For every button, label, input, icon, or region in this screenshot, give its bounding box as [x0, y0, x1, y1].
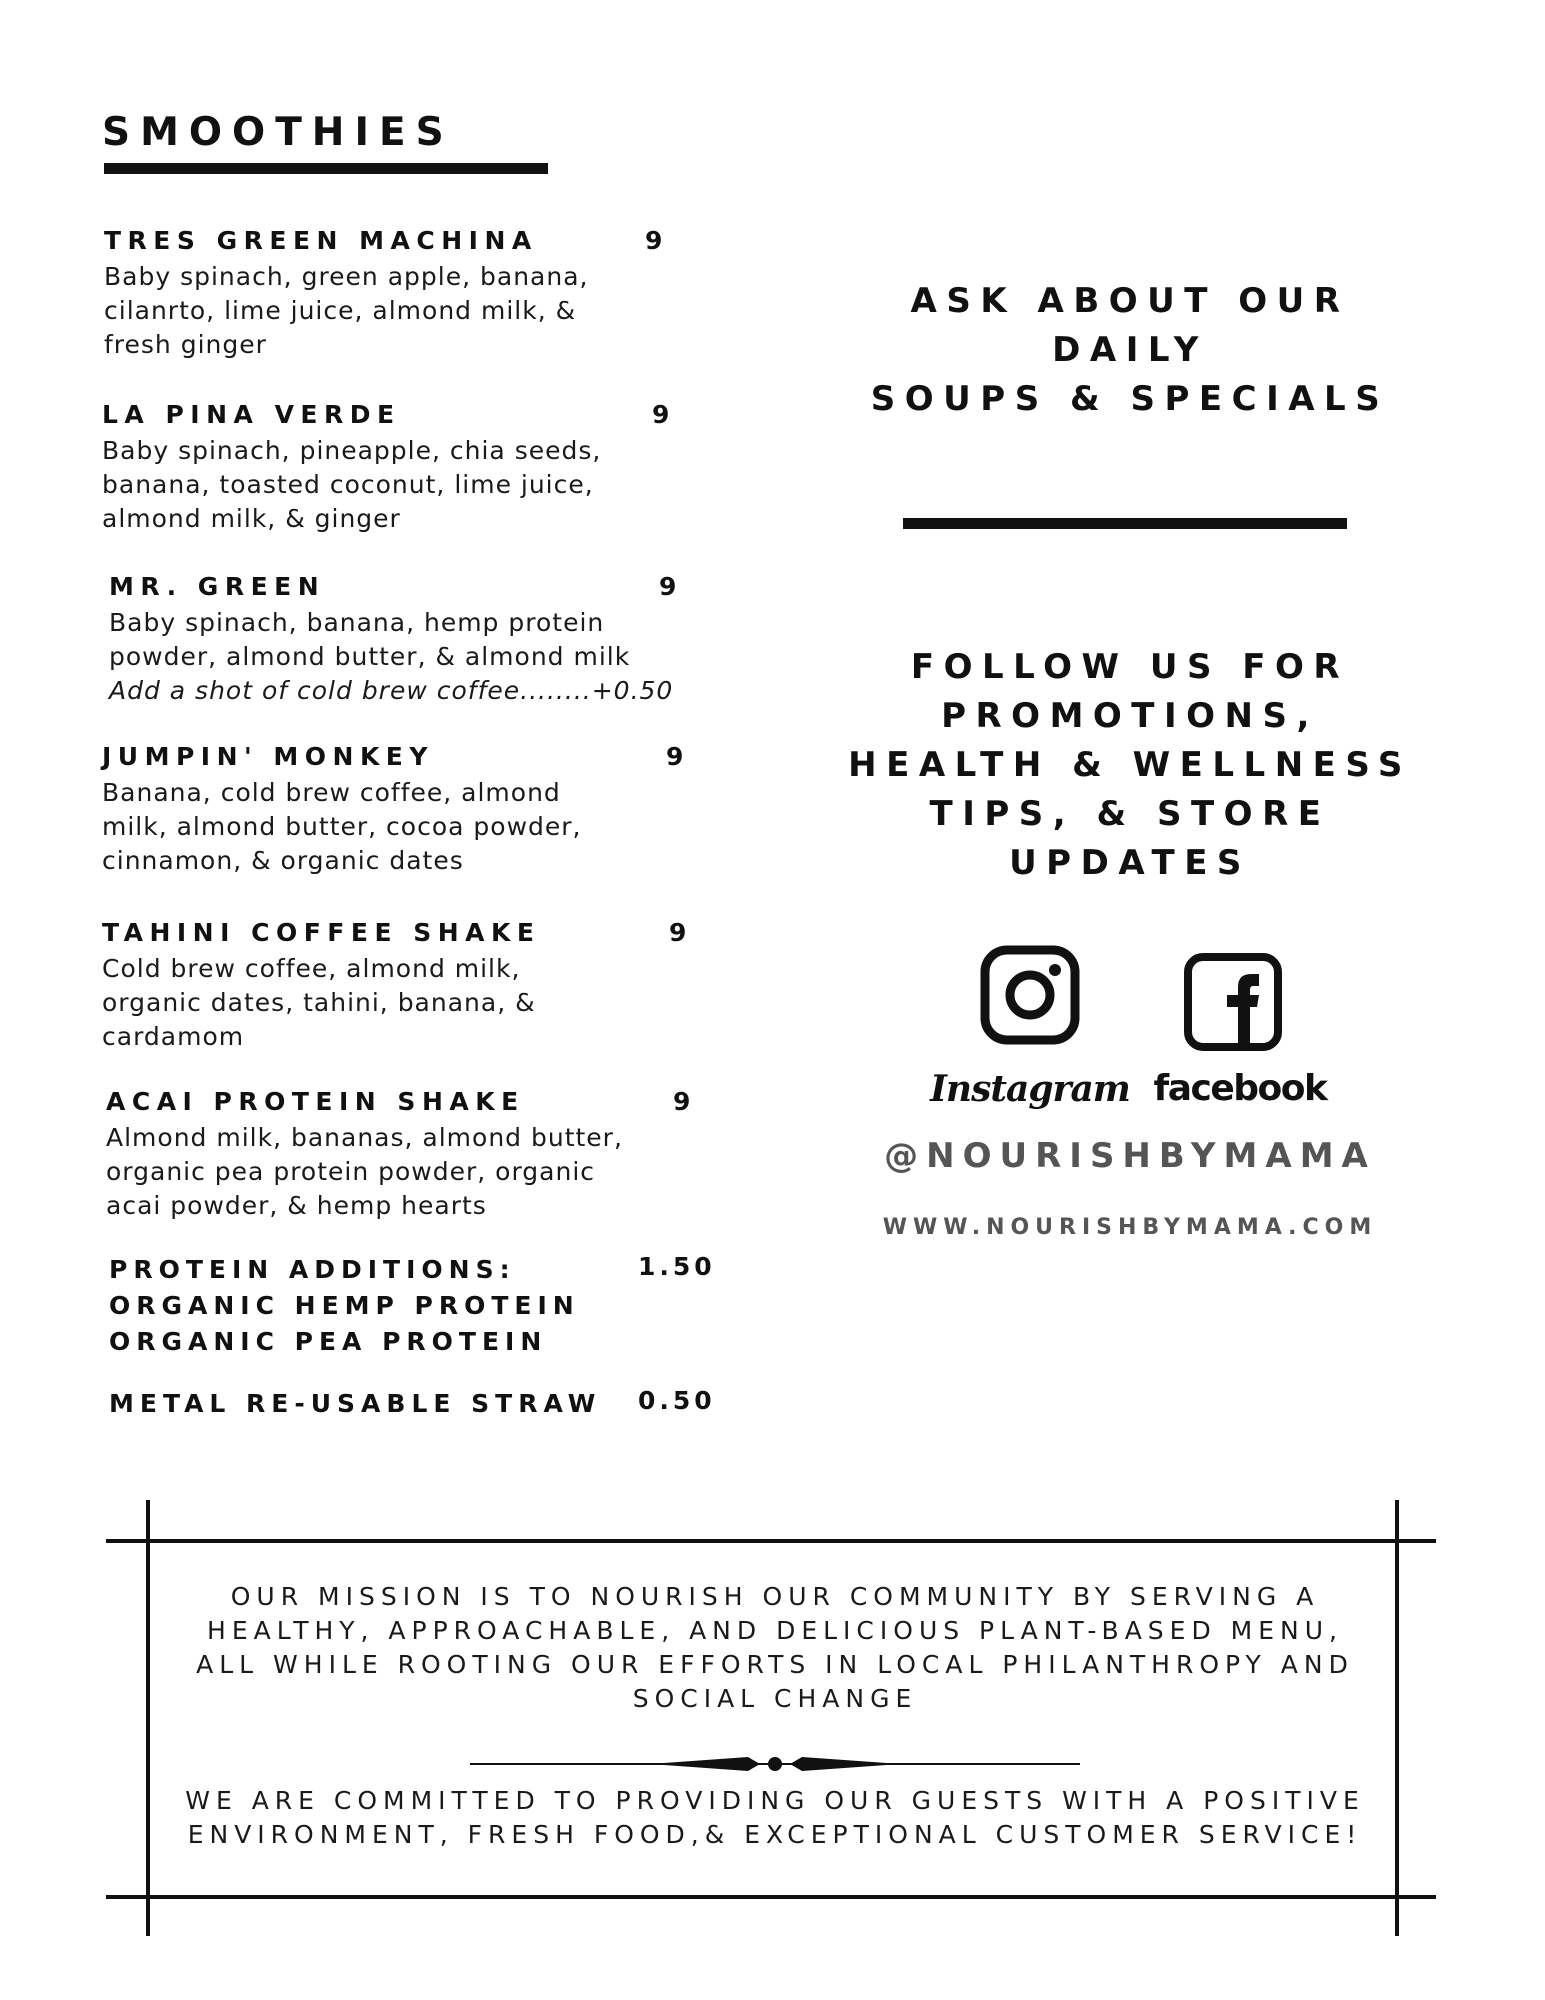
menu-item — [102, 918, 802, 1054]
instagram-label[interactable]: Instagram — [930, 1068, 1130, 1110]
social-handle[interactable]: @NOURISHBYMAMA — [884, 1136, 1376, 1176]
menu-item — [102, 400, 802, 536]
right-divider — [903, 518, 1347, 529]
menu-item — [106, 1087, 806, 1223]
item-price: 9 — [652, 400, 670, 429]
item-description-line: Banana, cold brew coffee, almond — [102, 778, 561, 807]
item-description-line: banana, toasted coconut, lime juice, — [102, 470, 594, 499]
item-price: 9 — [645, 226, 663, 255]
mission-statement — [150, 1580, 1400, 1716]
mission-line: HEALTHY, APPROACHABLE, AND DELICIOUS PLANT-BASED MENU, — [207, 1616, 1343, 1645]
menu-item — [109, 572, 809, 708]
follow-line: UPDATES — [1009, 843, 1251, 883]
item-description-line: acai powder, & hemp hearts — [106, 1191, 487, 1220]
item-price: 9 — [666, 742, 684, 771]
protein-option: ORGANIC PEA PROTEIN — [109, 1327, 548, 1356]
mission-line: SOCIAL CHANGE — [632, 1684, 918, 1713]
follow-line: TIPS, & STORE — [929, 794, 1331, 834]
item-description-line: Baby spinach, green apple, banana, — [104, 262, 589, 291]
item-description-line: cardamom — [102, 1022, 245, 1051]
mission-line: ALL WHILE ROOTING OUR EFFORTS IN LOCAL PHILANTHROPY AND — [196, 1650, 1354, 1679]
ornament-divider — [470, 1752, 1080, 1776]
menu-item — [104, 226, 804, 362]
instagram-icon[interactable] — [980, 945, 1080, 1045]
item-description-line: Almond milk, bananas, almond butter, — [106, 1123, 623, 1152]
menu-item — [102, 742, 802, 878]
item-description-line: cinnamon, & organic dates — [102, 846, 464, 875]
follow-line: FOLLOW US FOR — [910, 647, 1350, 687]
item-description-line: Baby spinach, banana, hemp protein — [109, 608, 605, 637]
commitment-line: WE ARE COMMITTED TO PROVIDING OUR GUESTS WITH A POSITIVE — [185, 1786, 1365, 1815]
follow-line: PROMOTIONS, — [941, 696, 1319, 736]
item-description-line: organic dates, tahini, banana, & — [102, 988, 536, 1017]
title-underline — [104, 163, 548, 174]
commitment-statement — [150, 1784, 1400, 1852]
item-description-line: organic pea protein powder, organic — [106, 1157, 596, 1186]
box-right-border — [1395, 1500, 1399, 1936]
commitment-line: ENVIRONMENT, FRESH FOOD,& EXCEPTIONAL CUSTOMER SERVICE! — [187, 1820, 1363, 1849]
follow-line: HEALTH & WELLNESS — [848, 745, 1412, 785]
item-description-line: fresh ginger — [104, 330, 267, 359]
item-description-line: Baby spinach, pineapple, chia seeds, — [102, 436, 602, 465]
specials-line: ASK ABOUT OUR — [910, 281, 1350, 321]
section-title: SMOOTHIES — [102, 110, 454, 155]
item-name: MR. GREEN — [109, 572, 326, 601]
item-description-line: powder, almond butter, & almond milk — [109, 642, 631, 671]
specials-line: SOUPS & SPECIALS — [870, 379, 1390, 419]
protein-additions-label: PROTEIN ADDITIONS: — [109, 1255, 516, 1284]
protein-additions — [109, 1252, 580, 1360]
facebook-icon[interactable] — [1183, 952, 1283, 1052]
item-name: JUMPIN' MONKEY — [102, 742, 434, 771]
item-description-line: cilanrto, lime juice, almond milk, & — [104, 296, 577, 325]
item-name: TAHINI COFFEE SHAKE — [102, 918, 541, 947]
item-description-line: Cold brew coffee, almond milk, — [102, 954, 521, 983]
box-top-border — [106, 1539, 1436, 1543]
item-name: LA PINA VERDE — [102, 400, 401, 429]
item-addon-note: Add a shot of cold brew coffee........+0.50 — [109, 676, 674, 705]
straw-price: 0.50 — [638, 1386, 716, 1415]
facebook-label[interactable]: facebook — [1153, 1068, 1327, 1109]
follow-callout — [830, 643, 1430, 888]
specials-callout — [830, 277, 1430, 424]
protein-option: ORGANIC HEMP PROTEIN — [109, 1291, 580, 1320]
box-left-border — [146, 1500, 150, 1936]
item-description-line: almond milk, & ginger — [102, 504, 401, 533]
specials-line: DAILY — [1052, 330, 1208, 370]
straw-label: METAL RE-USABLE STRAW — [109, 1389, 602, 1418]
item-name: ACAI PROTEIN SHAKE — [106, 1087, 525, 1116]
website-link[interactable]: WWW.NOURISHBYMAMA.COM — [882, 1215, 1378, 1240]
protein-additions-price: 1.50 — [638, 1252, 716, 1281]
mission-line: OUR MISSION IS TO NOURISH OUR COMMUNITY BY SERVING A — [230, 1582, 1320, 1611]
box-bottom-border — [106, 1895, 1436, 1899]
item-price: 9 — [659, 572, 677, 601]
item-name: TRES GREEN MACHINA — [104, 226, 538, 255]
item-description-line: milk, almond butter, cocoa powder, — [102, 812, 582, 841]
item-price: 9 — [673, 1087, 691, 1116]
item-price: 9 — [669, 918, 687, 947]
